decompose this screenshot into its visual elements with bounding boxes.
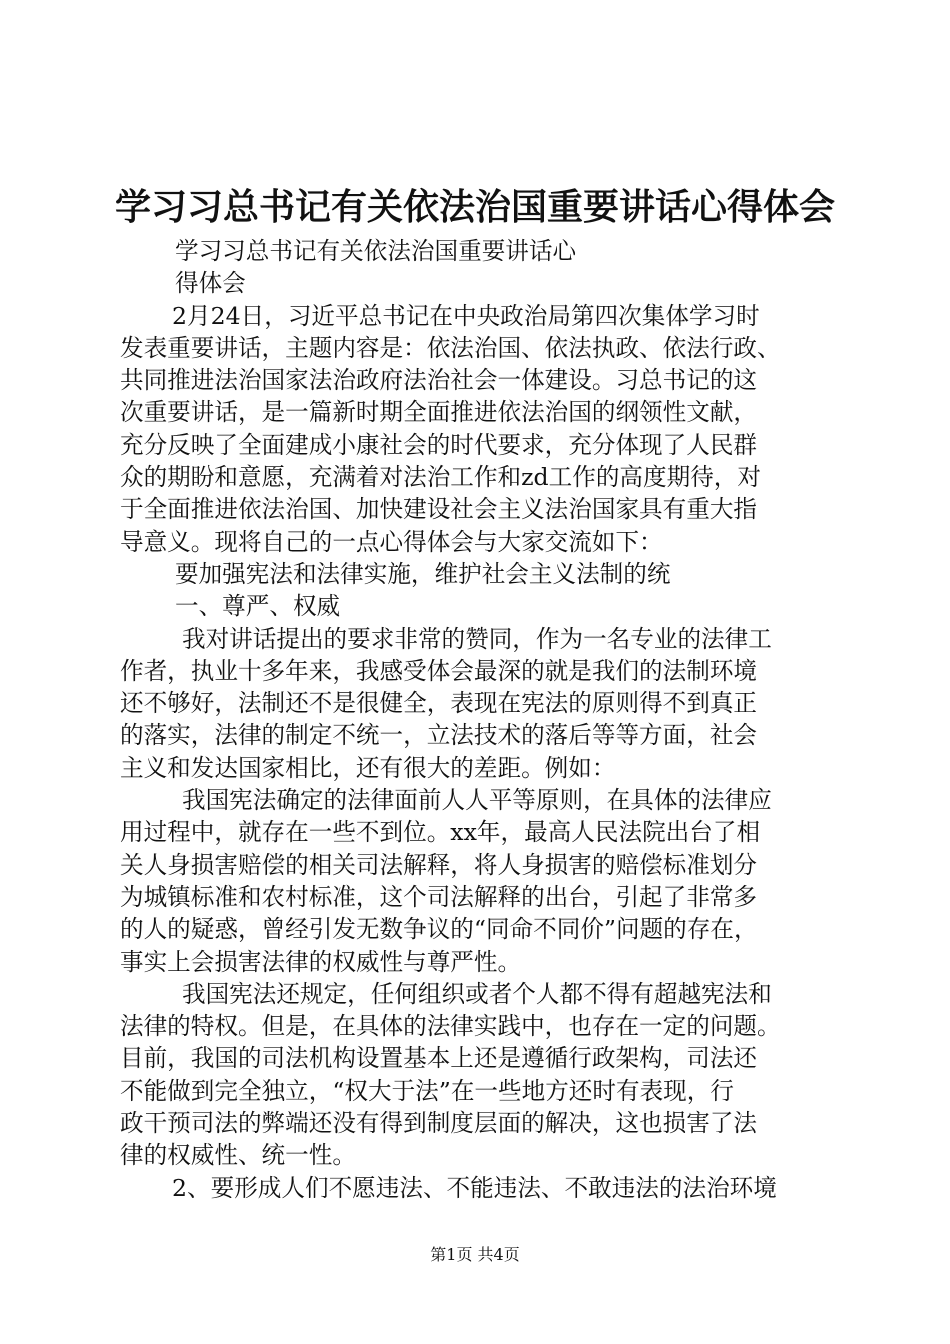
body-line: 作者，执业十多年来，我感受体会最深的就是我们的法制环境 bbox=[120, 656, 758, 685]
body-line: 主义和发达国家相比，还有很大的差距。例如： bbox=[120, 753, 616, 782]
body-line: 关人身损害赔偿的相关司法解释，将人身损害的赔偿标准划分 bbox=[120, 850, 758, 879]
body-line: 次重要讲话，是一篇新时期全面推进依法治国的纲领性文献， bbox=[120, 398, 758, 427]
body-line: 共同推进法治国家法治政府法治社会一体建设。习总书记的这 bbox=[120, 366, 758, 395]
body-line: 学习习总书记有关依法治国重要讲话心 bbox=[175, 237, 577, 265]
body-line: 法律的特权。但是，在具体的法律实践中，也存在一定的问题。 bbox=[120, 1012, 781, 1041]
document-body bbox=[120, 235, 838, 1204]
body-line: 的人的疑惑，曾经引发无数争议的“同命不同价”问题的存在， bbox=[120, 915, 758, 944]
body-line: 为城镇标准和农村标准，这个司法解释的出台，引起了非常多 bbox=[120, 882, 758, 911]
body-line: 发表重要讲话，主题内容是：依法治国、依法执政、依法行政、 bbox=[120, 333, 781, 362]
body-line: 导意义。现将自己的一点心得体会与大家交流如下： bbox=[120, 527, 663, 556]
page-footer: 第1页 共4页 bbox=[430, 1245, 520, 1264]
body-line: 的落实，法律的制定不统一，立法技术的落后等等方面，社会 bbox=[120, 721, 758, 750]
document-title: 学习习总书记有关依法治国重要讲话心得体会 bbox=[114, 186, 835, 228]
body-line: 充分反映了全面建成小康社会的时代要求，充分体现了人民群 bbox=[120, 430, 758, 459]
body-line: 不能做到完全独立，“权大于法”在一些地方还时有表现，行 bbox=[120, 1076, 734, 1105]
body-line: 用过程中，就存在一些不到位。xx年，最高人民法院出台了相 bbox=[120, 818, 761, 847]
body-line: 众的期盼和意愿，充满着对法治工作和zd工作的高度期待，对 bbox=[120, 463, 761, 492]
body-line: 还不够好，法制还不是很健全，表现在宪法的原则得不到真正 bbox=[120, 689, 758, 718]
body-line: 政干预司法的弊端还没有得到制度层面的解决，这也损害了法 bbox=[120, 1109, 758, 1138]
body-line: 目前，我国的司法机构设置基本上还是遵循行政架构，司法还 bbox=[120, 1044, 758, 1073]
body-line: 律的权威性、统一性。 bbox=[120, 1141, 356, 1170]
body-line: 2、要形成人们不愿违法、不能违法、不敢违法的法治环境 bbox=[172, 1173, 777, 1202]
body-line: 于全面推进依法治国、加快建设社会主义法治国家具有重大指 bbox=[120, 495, 758, 524]
body-line: 我国宪法还规定，任何组织或者个人都不得有超越宪法和 bbox=[182, 979, 772, 1008]
body-line: 2月24日，习近平总书记在中央政治局第四次集体学习时 bbox=[172, 301, 760, 330]
body-line: 要加强宪法和法律实施，维护社会主义法制的统 bbox=[175, 559, 671, 588]
body-line: 事实上会损害法律的权威性与尊严性。 bbox=[120, 947, 522, 976]
body-line: 我对讲话提出的要求非常的赞同，作为一名专业的法律工 bbox=[182, 624, 772, 653]
body-line: 我国宪法确定的法律面前人人平等原则，在具体的法律应 bbox=[182, 786, 772, 815]
body-line: 得体会 bbox=[175, 269, 246, 298]
body-line: 一、尊严、权威 bbox=[175, 592, 341, 621]
